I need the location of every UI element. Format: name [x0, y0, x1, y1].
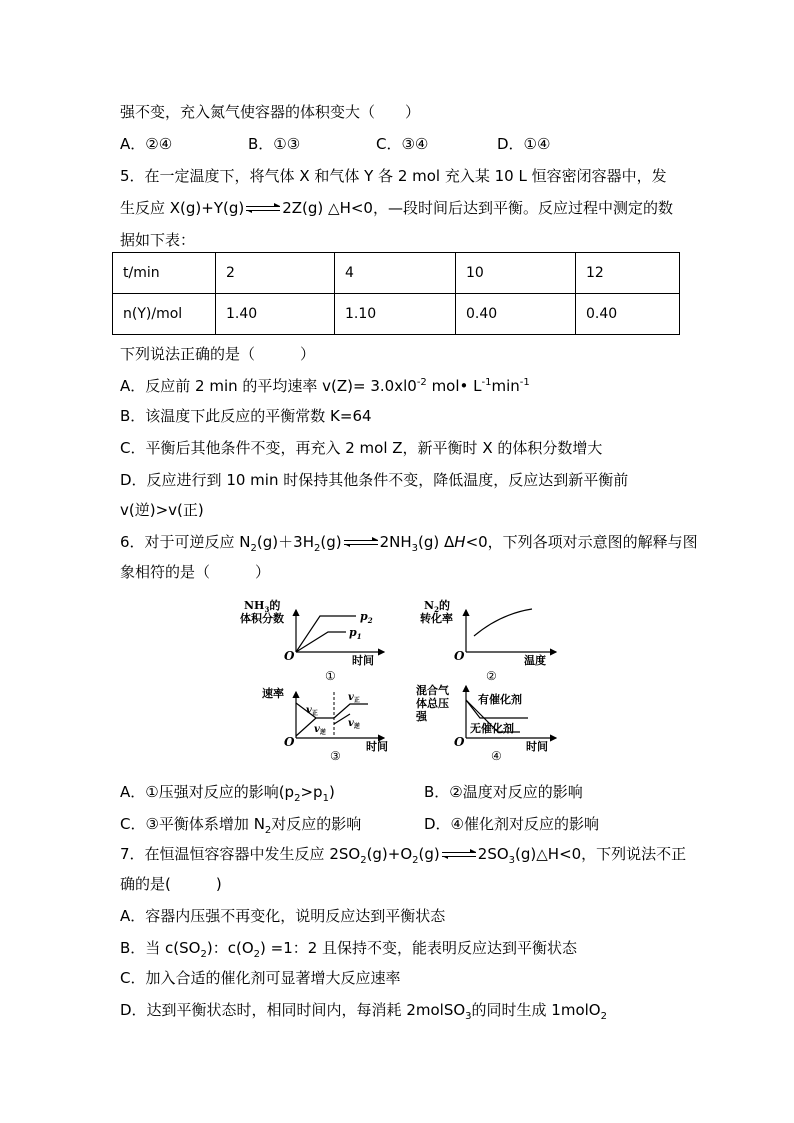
- q5-option-d[interactable]: D．反应进行到 10 min 时保持其他条件不变，降低温度，反应达到新平衡前: [120, 471, 629, 489]
- q5-stem-line3: 据如下表：: [120, 231, 196, 249]
- subscript: 2: [412, 855, 419, 866]
- q6-stem-line2: 象相符的是（ ）: [120, 563, 271, 581]
- q4-option-b[interactable]: B．①③: [248, 135, 301, 153]
- q6-option-a-text: >p: [300, 783, 323, 801]
- q5-option-a[interactable]: [120, 376, 530, 396]
- figure-3-reverse-rate: [296, 718, 316, 736]
- figure-4-label-without-catalyst: 无催化剂: [470, 722, 514, 735]
- figure-2-origin: O: [454, 649, 465, 663]
- q5-stem-line2: [120, 198, 673, 218]
- q5-prompt: 下列说法正确的是（ ）: [120, 345, 316, 363]
- figure-1-number: ①: [325, 669, 336, 683]
- q6-stem-text: (g)＋3H: [256, 533, 314, 551]
- subscript: 2: [360, 855, 367, 866]
- q6-option-a-text: A．①压强对反应的影响(p: [120, 783, 295, 801]
- figure-2-ylabel-line1: $N_2$的: [424, 599, 450, 614]
- figure-4-origin: O: [454, 735, 465, 749]
- q7-stem-text: (g)+O: [366, 845, 413, 863]
- q6-stem-line1: [120, 532, 698, 552]
- subscript: 3: [411, 543, 419, 554]
- figure-3-number: ③: [330, 749, 341, 763]
- q4-option-d[interactable]: D．①④: [497, 135, 551, 153]
- figure-3-reverse-after: [334, 714, 350, 724]
- table-cell: 10: [456, 253, 576, 294]
- q6-option-b[interactable]: B．②温度对反应的影响: [424, 783, 583, 801]
- figure-4-ylabel-line1: 混合气: [416, 684, 449, 697]
- figure-3-forward-after: [334, 704, 368, 718]
- figure-1-origin: O: [284, 649, 295, 663]
- figure-4-curve-with-catalyst: [466, 700, 528, 718]
- q7-option-b-text: ) =1：2 且保持不变，能表明反应达到平衡状态: [260, 939, 578, 957]
- figure-1-label-p2: $p_2$: [360, 610, 373, 625]
- table-cell: t/min: [113, 253, 216, 294]
- figure-2-n2-conversion: [420, 598, 556, 683]
- subscript: 2: [600, 1011, 607, 1022]
- q7-stem-text: (g)△H<0，下列说法不正: [515, 845, 687, 863]
- figure-3-label-fwd: $v_正$: [306, 705, 318, 717]
- q6-option-a-text: ): [328, 783, 335, 801]
- q7-stem-text: 7．在恒温恒容容器中发生反应 2SO: [120, 845, 361, 863]
- equilibrium-arrow-icon: [246, 204, 280, 214]
- figure-3-label-fwd-after: $v_正$: [348, 692, 360, 704]
- table-row: [113, 294, 680, 335]
- table-cell: 4: [335, 253, 456, 294]
- figure-1-ylabel-line1: $NH_3$的: [244, 599, 281, 614]
- table-cell: 0.40: [576, 294, 680, 335]
- q7-option-c[interactable]: C．加入合适的催化剂可显著增大反应速率: [120, 969, 401, 987]
- q7-option-d-text: 的同时生成 1molO: [471, 1001, 601, 1019]
- subscript: 2: [313, 543, 321, 554]
- q6-stem-text: 2NH: [379, 533, 412, 551]
- figure-4-number: ④: [491, 749, 502, 763]
- figure-3-label-rev-after: $v_逆$: [348, 718, 360, 730]
- figure-3-origin: O: [284, 735, 295, 749]
- q7-stem-line2: 确的是( ): [120, 875, 222, 893]
- figure-2-number: ②: [486, 669, 497, 683]
- table-row: [113, 253, 680, 294]
- subscript: 1: [322, 793, 329, 804]
- q6-stem-text: (g) Δ: [418, 533, 455, 551]
- q7-stem-text: (g): [418, 845, 440, 863]
- figure-2-xlabel: 温度: [524, 654, 546, 667]
- subscript: 2: [200, 949, 207, 960]
- figure-1-curve-p1: [296, 632, 346, 652]
- figure-4-curve-without-catalyst: [466, 700, 520, 732]
- figure-4-ylabel-line2: 体总压: [416, 697, 449, 710]
- figure-4-label-with-catalyst: 有催化剂: [478, 693, 522, 706]
- q7-stem-line1: [120, 844, 686, 864]
- q4-option-a[interactable]: A．②④: [120, 135, 173, 153]
- q6-option-c[interactable]: [120, 814, 361, 834]
- figure-3-ylabel: 速率: [262, 687, 284, 700]
- q7-option-a[interactable]: A．容器内压强不再变化，说明反应达到平衡状态: [120, 907, 446, 925]
- subscript: 3: [508, 855, 516, 866]
- figure-3-label-rev: $v_逆$: [314, 724, 326, 736]
- equilibrium-arrow-icon: [442, 850, 476, 860]
- q7-option-b-text: B．当 c(SO: [120, 939, 201, 957]
- subscript: 2: [253, 949, 261, 960]
- q5-reaction-right: 2Z(g) △H<0，—段时间后达到平衡。反应过程中测定的数: [282, 199, 673, 217]
- q7-option-b-text: )：c(O: [206, 939, 254, 957]
- q5-option-d-continued: v(逆)>v(正): [120, 501, 204, 519]
- figure-1-curve-p2: [296, 616, 356, 652]
- q7-option-d[interactable]: [120, 1000, 607, 1020]
- figure-3-rate: [262, 686, 388, 763]
- q5-option-b[interactable]: B．该温度下此反应的平衡常数 K=64: [120, 407, 372, 425]
- figure-1-nh3-fraction: [240, 598, 384, 683]
- q6-option-c-text: C．③平衡体系增加 N: [120, 815, 265, 833]
- superscript: -2: [416, 377, 427, 388]
- figure-3-xlabel: 时间: [366, 740, 388, 753]
- table-cell: 2: [216, 253, 335, 294]
- q4-stem-tail: 强不变，充入氮气使容器的体积变大（ ）: [120, 103, 421, 121]
- figure-1-ylabel-line2: 体积分数: [240, 612, 284, 625]
- q5-reaction-left: 生反应 X(g)+Y(g): [120, 199, 245, 217]
- subscript: 2: [250, 543, 257, 554]
- subscript: 2: [264, 825, 272, 836]
- subscript: 3: [465, 1011, 472, 1022]
- figure-4-pressure: [415, 683, 556, 763]
- q4-option-c[interactable]: C．③④: [376, 135, 429, 153]
- figure-3-forward-rate: [296, 703, 334, 718]
- q5-option-a-text: min: [491, 377, 520, 395]
- table-cell: 1.10: [335, 294, 456, 335]
- q7-option-b[interactable]: [120, 938, 577, 958]
- figure-1-label-p1: $p_1$: [349, 626, 362, 641]
- q5-option-a-text: mol• L: [426, 377, 482, 395]
- figure-1-xlabel: 时间: [352, 654, 374, 667]
- figure-2-curve: [474, 609, 532, 636]
- figure-4-xlabel: 时间: [526, 740, 548, 753]
- q6-stem-italic: H: [454, 533, 466, 551]
- q6-stem-text: <0，下列各项对示意图的解释与图: [465, 533, 698, 551]
- q6-option-a[interactable]: [120, 782, 335, 802]
- q6-option-c-text: 对反应的影响: [271, 815, 362, 833]
- q6-stem-text: 6．对于可逆反应 N: [120, 533, 251, 551]
- q6-option-d[interactable]: D．④催化剂对反应的影响: [424, 815, 599, 833]
- q7-option-d-text: D．达到平衡状态时，相同时间内，每消耗 2molSO: [120, 1001, 466, 1019]
- figure-2-ylabel-line2: 转化率: [420, 612, 453, 625]
- table-cell: n(Y)/mol: [113, 294, 216, 335]
- table-cell: 1.40: [216, 294, 335, 335]
- subscript: 2: [294, 793, 301, 804]
- superscript: -1: [519, 377, 530, 388]
- q7-stem-text: 2SO: [477, 845, 509, 863]
- q6-stem-text: (g): [320, 533, 342, 551]
- q5-data-table: [112, 252, 680, 335]
- table-cell: 12: [576, 253, 680, 294]
- q5-option-c[interactable]: C．平衡后其他条件不变，再充入 2 mol Z，新平衡时 X 的体积分数增大: [120, 439, 603, 457]
- figure-4-ylabel-line3: 强: [416, 710, 427, 723]
- q5-stem-line1: 5．在一定温度下，将气体 X 和气体 Y 各 2 mol 充入某 10 L 恒容密闭容器中，发: [120, 167, 667, 185]
- q5-option-a-text: A．反应前 2 min 的平均速率 v(Z)= 3.0xl0: [120, 377, 417, 395]
- superscript: -1: [481, 377, 492, 388]
- equilibrium-arrow-icon: [344, 538, 378, 548]
- table-cell: 0.40: [456, 294, 576, 335]
